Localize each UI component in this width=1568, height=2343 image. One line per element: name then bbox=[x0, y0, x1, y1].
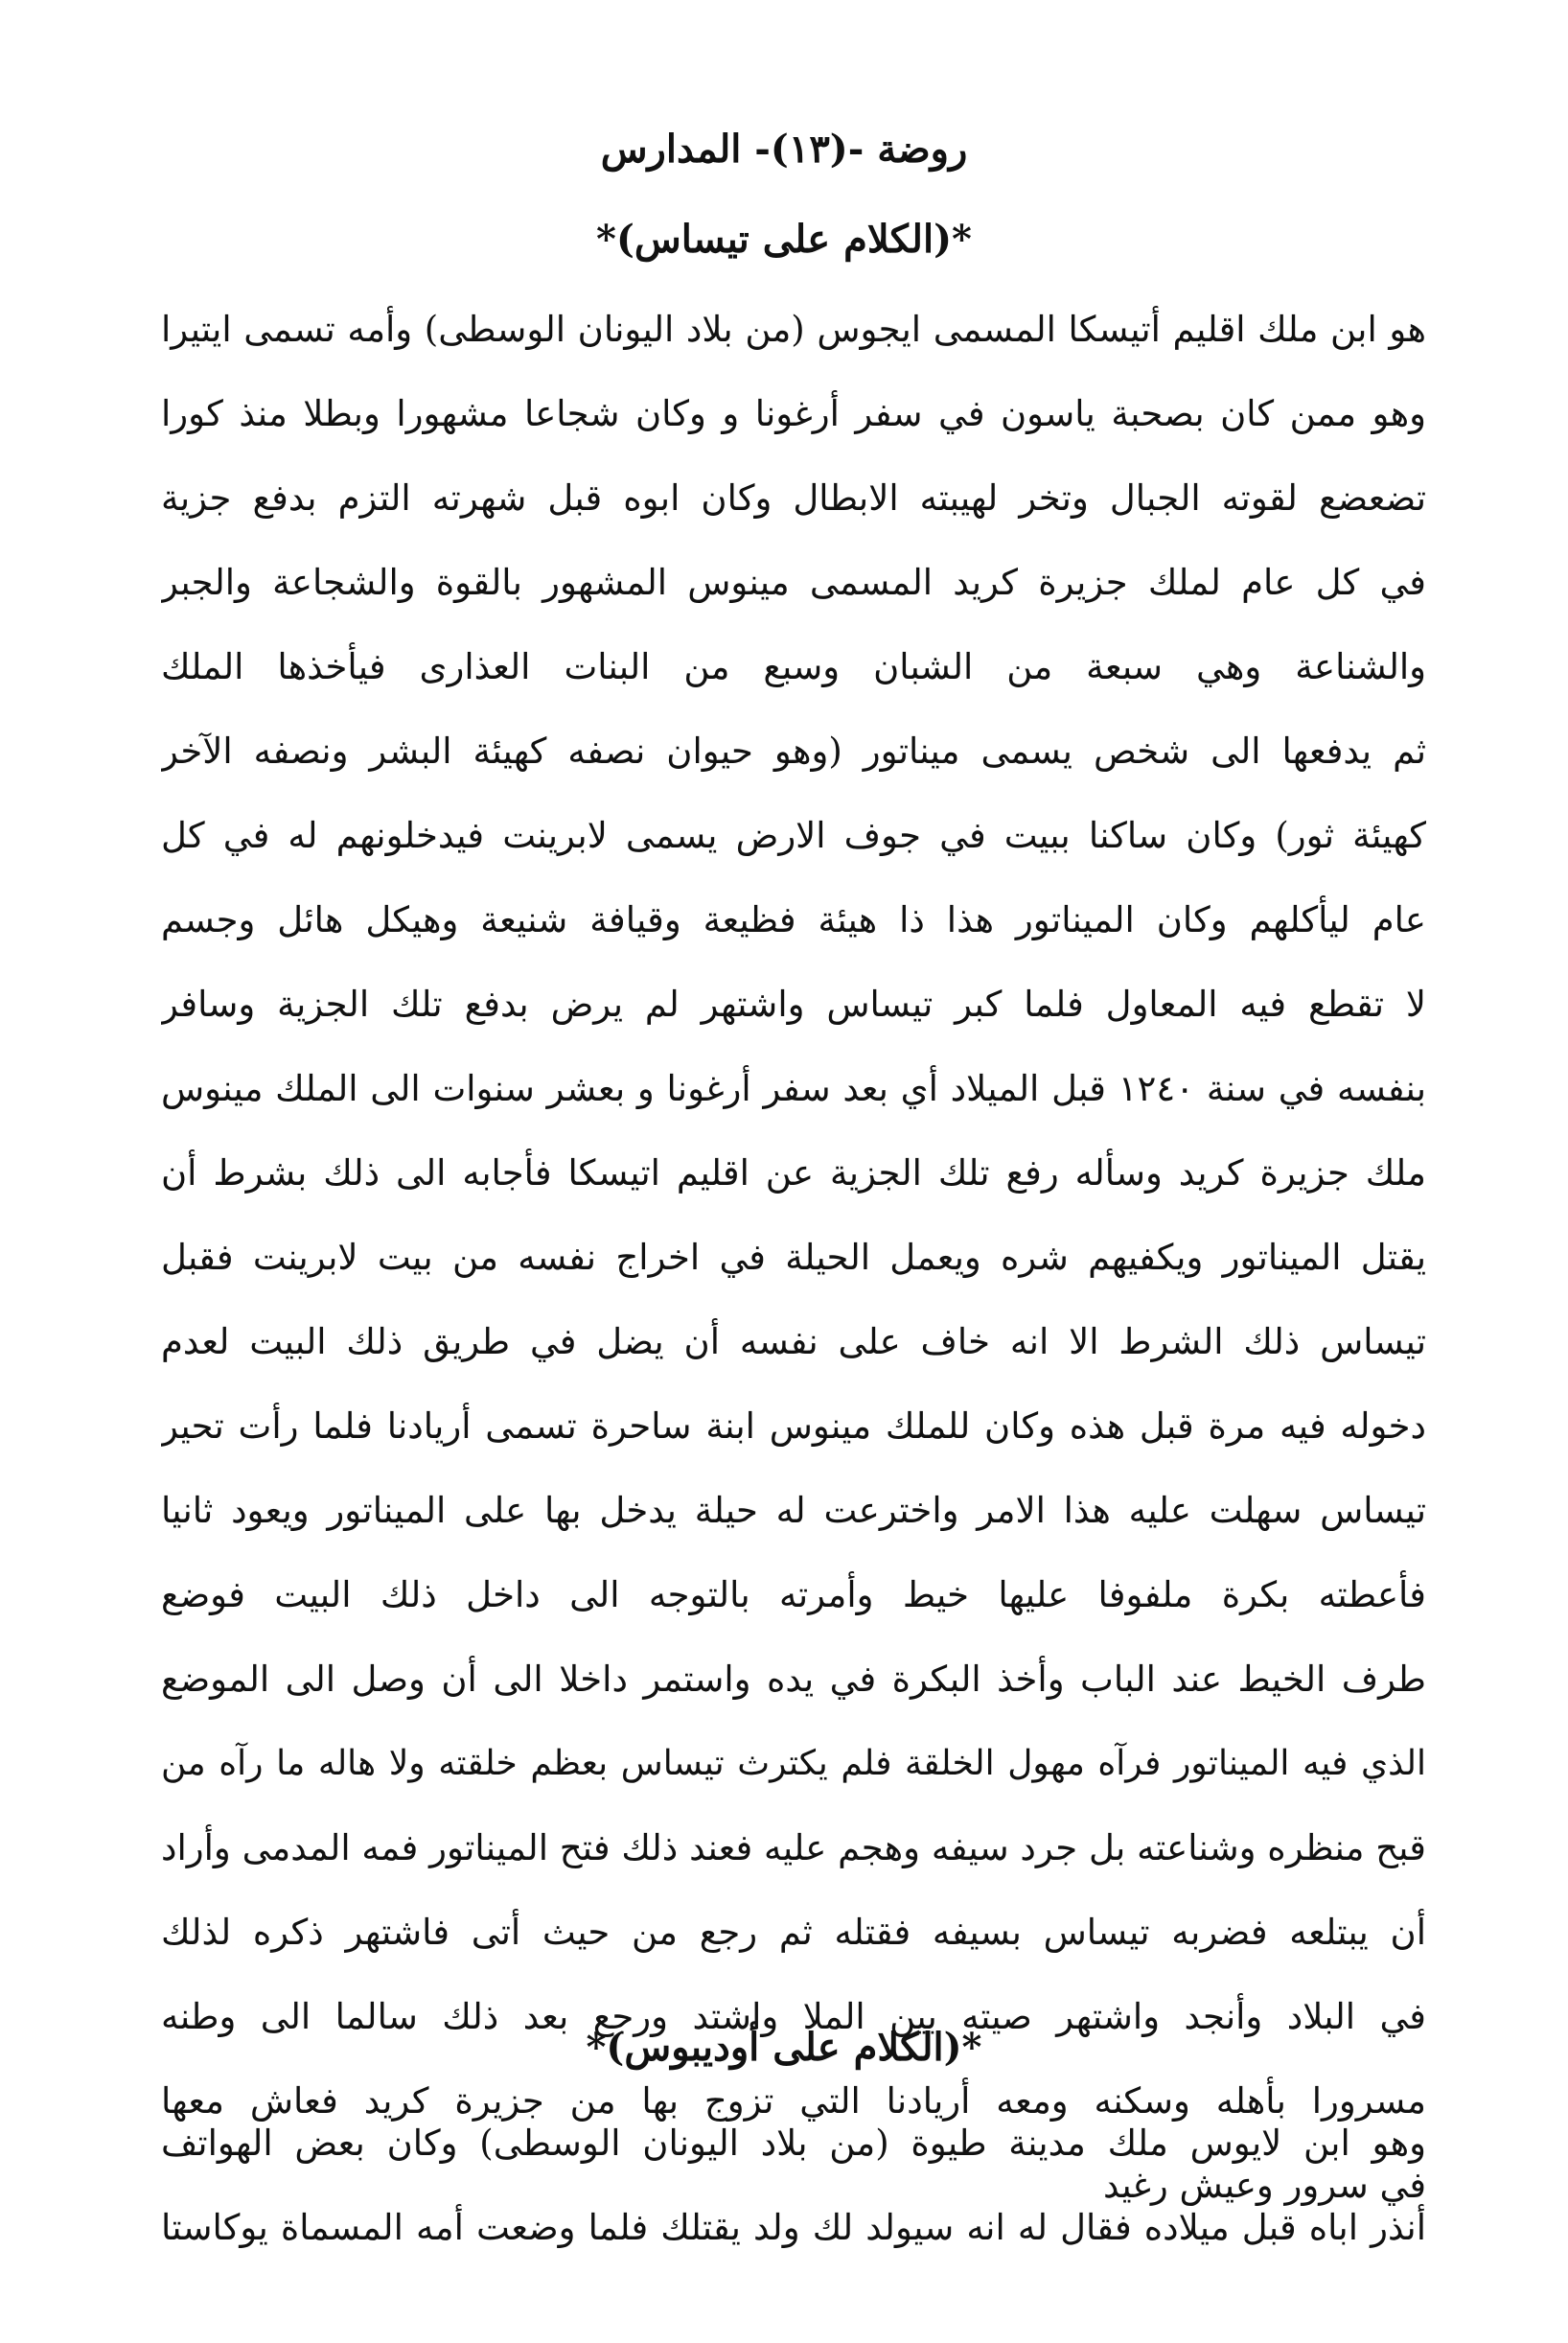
text-line: مسرورا بأهله وسكنه ومعه أريادنا التي تزوج بها من جزيرة كريد فعاش معها bbox=[161, 2080, 1426, 2122]
text-line: ملك جزيرة كريد وسأله رفع تلك الجزية عن اقليم اتيسكا فأجابه الى ذلك بشرط أن bbox=[161, 1152, 1426, 1194]
text-line: عام ليأكلهم وكان الميناتور هذا ذا هيئة فظيعة وقيافة شنيعة وهيكل هائل وجسم bbox=[161, 899, 1426, 940]
text-line: تيساس ذلك الشرط الا انه خاف على نفسه أن يضل في طريق ذلك البيت لعدم bbox=[161, 1321, 1426, 1362]
section-body-theseus bbox=[161, 288, 1426, 2228]
page-header: روضة -(١٣)- المدارس bbox=[600, 127, 968, 172]
text-line: في البلاد وأنجد واشتهر صيته بين الملا واشتد ورجع بعد ذلك سالما الى وطنه bbox=[161, 1996, 1426, 2037]
text-line: فأعطته بكرة ملفوفا عليها خيط وأمرته بالتوجه الى داخل ذلك البيت فوضع bbox=[161, 1574, 1426, 1615]
section-title-oedipus: *(الكلام على أوديبوس)* bbox=[586, 2025, 982, 2070]
text-line: يقتل الميناتور ويكفيهم شره ويعمل الحيلة في اخراج نفسه من بيت لابرينت فقبل bbox=[161, 1237, 1426, 1278]
text-line: دخوله فيه مرة قبل هذه وكان للملك مينوس ابنة ساحرة تسمى أريادنا فلما رأت تحير bbox=[161, 1405, 1426, 1447]
text-line: ثم يدفعها الى شخص يسمى ميناتور (وهو حيوان نصفه كهيئة البشر ونصفه الآخر bbox=[161, 731, 1426, 772]
text-line: في سرور وعيش رغيد bbox=[1102, 2165, 1426, 2206]
text-line: وهو ممن كان بصحبة ياسون في سفر أرغونا و وكان شجاعا مشهورا وبطلا منذ كورا bbox=[161, 393, 1426, 434]
text-line: والشناعة وهي سبعة من الشبان وسبع من البنات العذارى فيأخذها الملك bbox=[161, 646, 1426, 687]
text-line: في كل عام لملك جزيرة كريد المسمى مينوس المشهور بالقوة والشجاعة والجبر bbox=[161, 562, 1426, 603]
text-line: تضعضع لقوته الجبال وتخر لهيبته الابطال وكان ابوه قبل شهرته التزم بدفع جزية bbox=[161, 477, 1426, 519]
text-line: وهو ابن لايوس ملك مدينة طيوة (من بلاد اليونان الوسطى) وكان بعض الهواتف bbox=[161, 2123, 1426, 2164]
text-line: لا تقطع فيه المعاول فلما كبر تيساس واشتهر لم يرض بدفع تلك الجزية وسافر bbox=[161, 984, 1426, 1025]
section-body-oedipus bbox=[161, 2101, 1426, 2270]
text-line: كهيئة ثور) وكان ساكنا ببيت في جوف الارض يسمى لابرينت فيدخلونهم له في كل bbox=[161, 815, 1426, 856]
text-line: قبح منظره وشناعته بل جرد سيفه وهجم عليه فعند ذلك فتح الميناتور فمه المدمى وأراد bbox=[161, 1827, 1426, 1868]
section-title-theseus: *(الكلام على تيساس)* bbox=[596, 217, 972, 262]
text-line: أن يبتلعه فضربه تيساس بسيفه فقتله ثم رجع من حيث أتى فاشتهر ذكره لذلك bbox=[161, 1912, 1426, 1953]
text-line: أنذر اباه قبل ميلاده فقال له انه سيولد لك ولد يقتلك فلما وضعت أمه المسماة يوكاستا bbox=[161, 2207, 1426, 2248]
text-line: الذي فيه الميناتور فرآه مهول الخلقة فلم يكترث تيساس بعظم خلقته ولا هاله ما رآه من bbox=[161, 1744, 1426, 1783]
text-line: طرف الخيط عند الباب وأخذ البكرة في يده واستمر داخلا الى أن وصل الى الموضع bbox=[161, 1659, 1426, 1700]
text-line: تيساس سهلت عليه هذا الامر واخترعت له حيلة يدخل بها على الميناتور ويعود ثانيا bbox=[161, 1490, 1426, 1531]
text-line: هو ابن ملك اقليم أتيسكا المسمى ايجوس (من بلاد اليونان الوسطى) وأمه تسمى ايتيرا bbox=[161, 309, 1426, 350]
text-line: بنفسه في سنة ١٢٤٠ قبل الميلاد أي بعد سفر أرغونا و بعشر سنوات الى الملك مينوس bbox=[161, 1068, 1426, 1109]
